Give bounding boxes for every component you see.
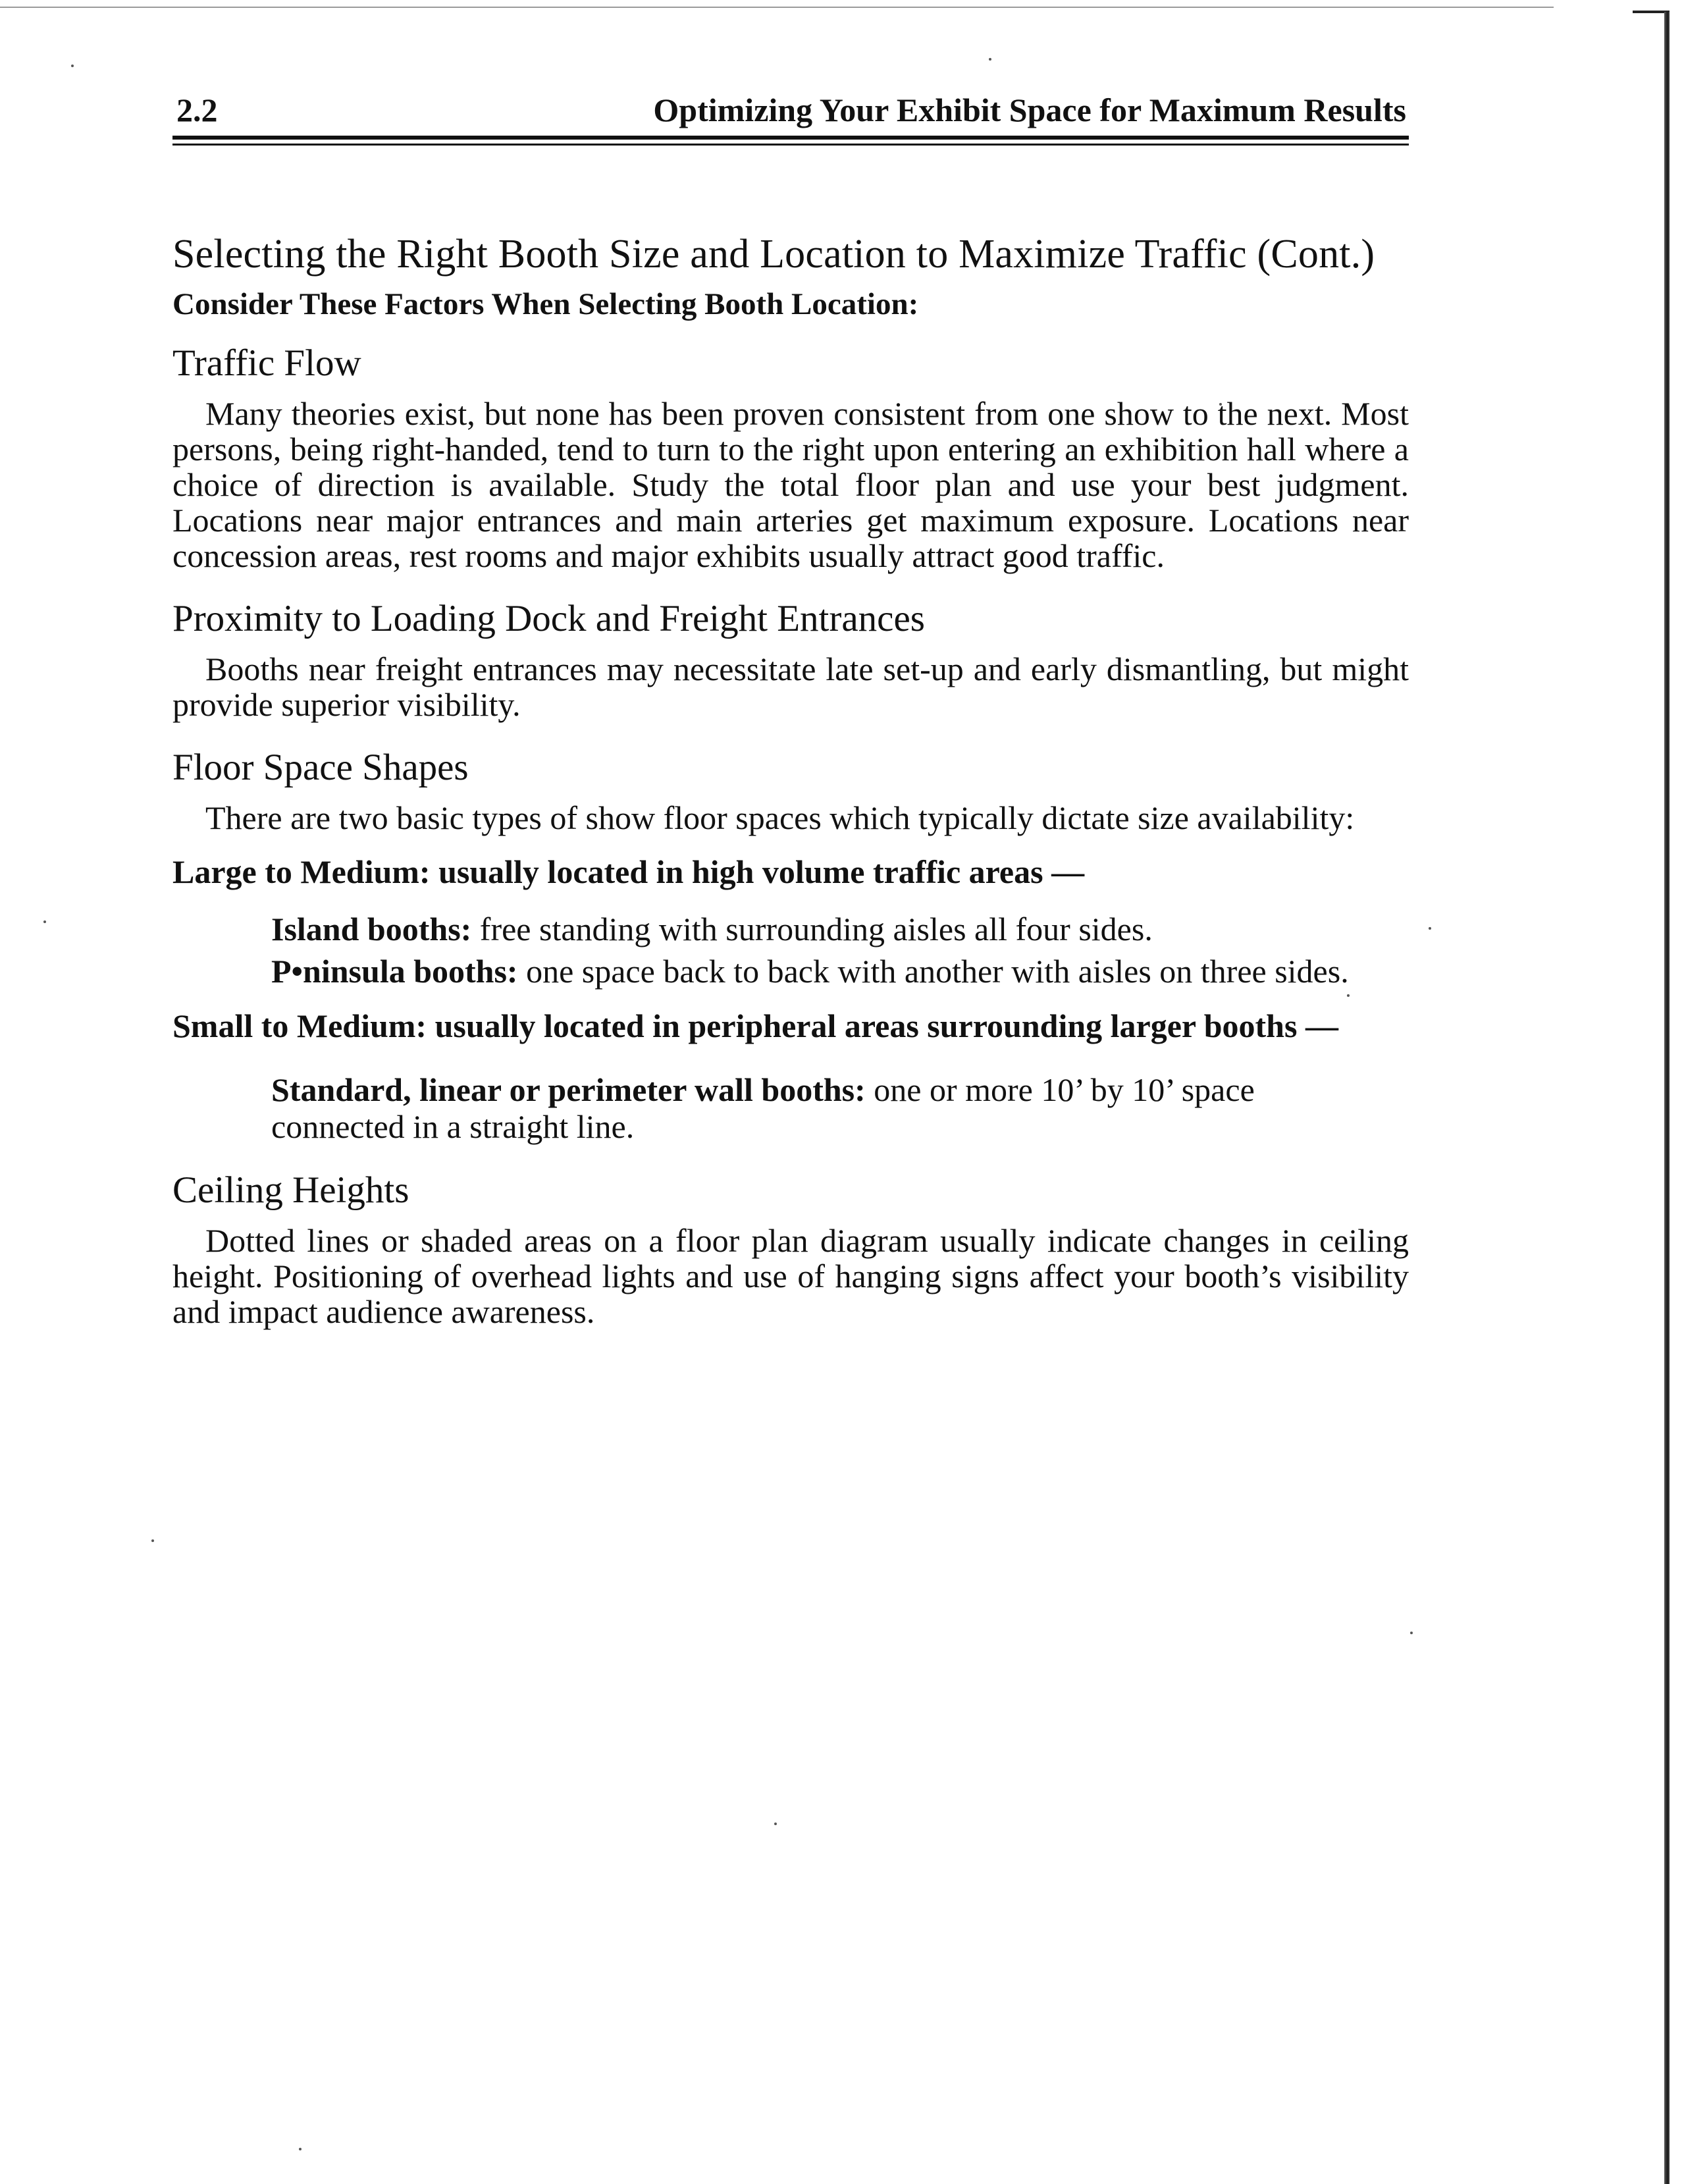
binding-edge (1664, 12, 1670, 2184)
loading-dock-paragraph: Booths near freight entrances may necessitate late set-up and early dismantling, but might provide superior visibility. (172, 651, 1409, 723)
item-text: free standing with surrounding aisles all four sides. (471, 911, 1153, 947)
scan-speck (774, 1823, 777, 1825)
scan-speck (1410, 1632, 1413, 1634)
small-medium-label: Small to Medium: usually located in peripheral areas surrounding larger booths — (172, 1007, 1338, 1044)
item-text: one space back to back with another with aisles on three sides. (517, 953, 1349, 990)
scan-speck (71, 65, 74, 67)
intro-heading: Consider These Factors When Selecting Booth Location: (172, 287, 919, 321)
scan-speck (989, 58, 991, 61)
scan-speck (43, 920, 46, 923)
scan-top-edge-line (0, 7, 1554, 8)
floor-space-paragraph: There are two basic types of show floor spaces which typically dictate size availability: (205, 799, 1355, 836)
ceiling-heights-paragraph: Dotted lines or shaded areas on a floor plan diagram usually indicate changes in ceiling height. Positioning of overhead lights and use of hanging signs affect your booth’s visibility and impact audience awareness. (172, 1222, 1409, 1330)
ceiling-heights-heading: Ceiling Heights (172, 1169, 409, 1211)
traffic-flow-paragraph: Many theories exist, but none has been proven consistent from one show to the next. Most persons, being right-handed, tend to turn to the right upon entering an exhibition hall where a choice of direction is available. Study the total floor plan and use your best judgment. Locations near major entrances and main arteries get maximum exposure. Locations near concession areas, rest rooms and major exhibits usually attract good traffic. (172, 395, 1409, 574)
running-title: Optimizing Your Exhibit Space for Maximum Results (653, 92, 1406, 128)
scan-speck (151, 1539, 154, 1542)
page-number: 2.2 (176, 92, 218, 128)
loading-dock-heading: Proximity to Loading Dock and Freight Entrances (172, 598, 925, 639)
item-term: Island booths: (271, 911, 472, 947)
list-item (271, 953, 1409, 990)
scan-speck (1429, 927, 1431, 930)
header-rule-thick (172, 136, 1409, 140)
section-title: Selecting the Right Booth Size and Location to Maximize Traffic (Cont.) (172, 232, 1375, 277)
list-item (271, 911, 1409, 947)
floor-space-heading: Floor Space Shapes (172, 747, 469, 788)
item-term: Standard, linear or perimeter wall booths: (271, 1071, 866, 1108)
item-text: one or more 10’ by 10’ space connected in a straight line. (271, 1071, 1255, 1145)
list-item (271, 1071, 1409, 1145)
large-medium-label: Large to Medium: usually located in high volume traffic areas — (172, 853, 1085, 890)
scan-speck (299, 2148, 302, 2150)
item-term: P•ninsula booths: (271, 953, 518, 990)
document-page (172, 86, 1409, 1329)
running-header (172, 86, 1409, 133)
traffic-flow-heading: Traffic Flow (172, 342, 361, 384)
header-rule-thin (172, 144, 1409, 146)
